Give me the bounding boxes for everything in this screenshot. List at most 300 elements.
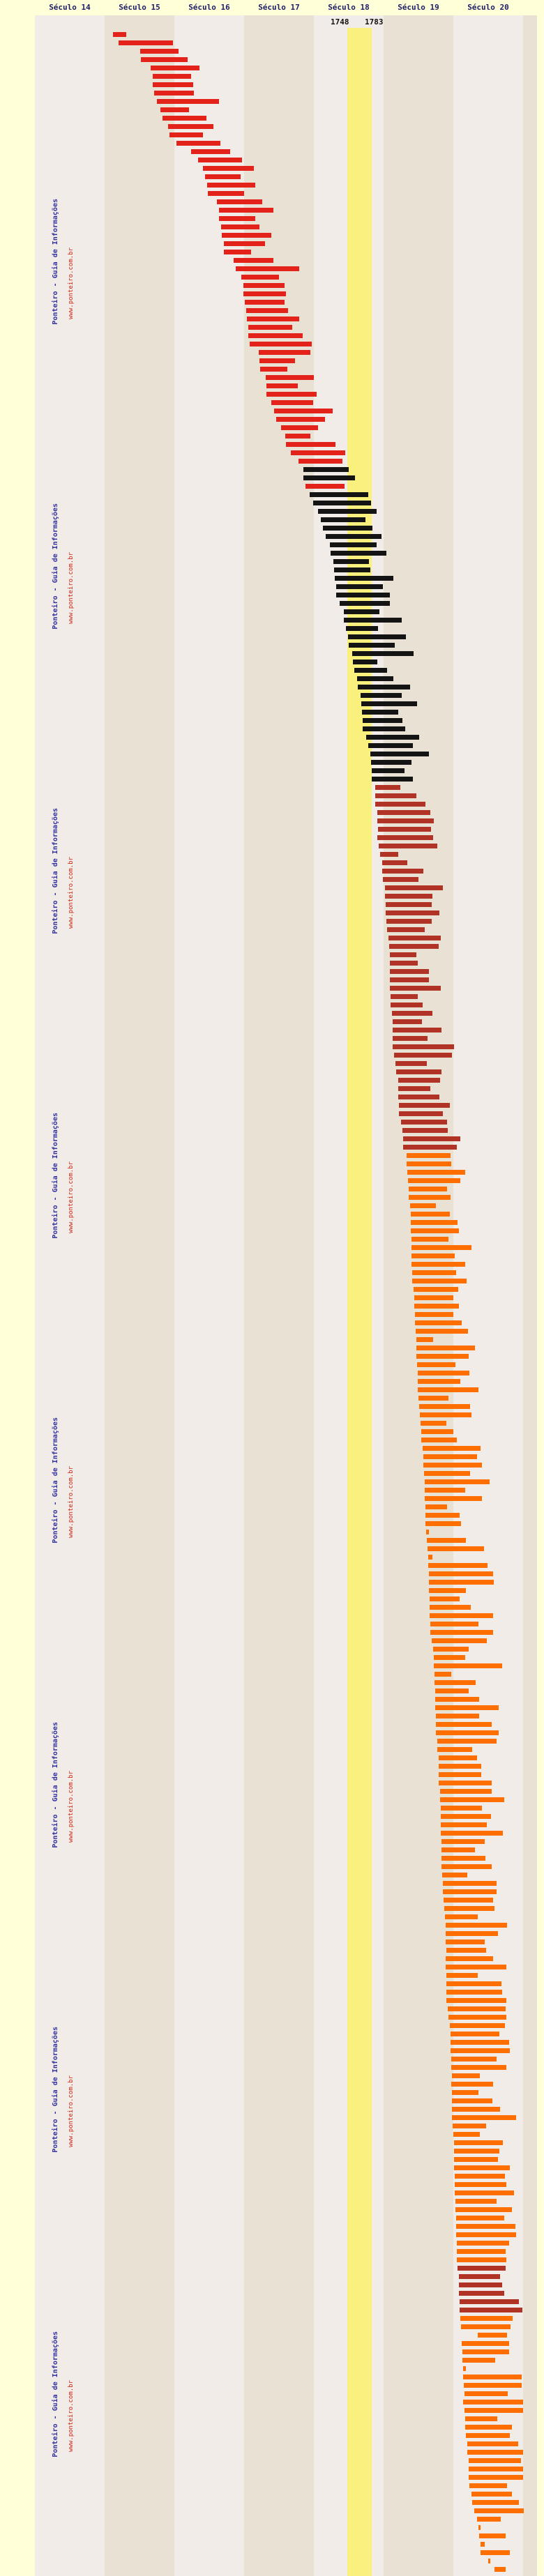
lifespan-bar: [386, 902, 432, 907]
lifespan-bar: [445, 1914, 478, 1919]
lifespan-bar: [441, 1839, 485, 1844]
sidebar-url-text: www.ponteiro.com.br: [68, 1466, 75, 1538]
sidebar-brand-text: Ponteiro - Guia de Informações: [52, 199, 59, 325]
century-label: Século 20: [467, 3, 509, 12]
lifespan-bar: [377, 818, 434, 823]
lifespan-bar: [393, 1028, 441, 1032]
lifespan-bar: [434, 1663, 502, 1668]
sidebar-url-text: www.ponteiro.com.br: [68, 1161, 75, 1233]
lifespan-bar: [410, 1203, 436, 1208]
century-column: [174, 15, 244, 2576]
lifespan-bar: [259, 358, 295, 363]
lifespan-bar: [418, 1379, 460, 1384]
lifespan-bar: [169, 132, 203, 137]
lifespan-bar: [458, 2266, 506, 2271]
lifespan-bar: [441, 1822, 487, 1827]
lifespan-bar: [441, 1806, 482, 1811]
lifespan-bar: [457, 2257, 506, 2262]
lifespan-bar: [305, 484, 345, 489]
lifespan-bar: [459, 2282, 502, 2287]
lifespan-bar: [454, 2165, 510, 2170]
lifespan-bar: [457, 2241, 509, 2246]
lifespan-bar: [245, 300, 285, 305]
lifespan-bar: [160, 107, 189, 112]
lifespan-bar: [453, 2132, 480, 2137]
lifespan-bar: [418, 1396, 448, 1401]
lifespan-bar: [450, 2023, 505, 2028]
century-label: Século 16: [188, 3, 230, 12]
lifespan-bar: [456, 2216, 504, 2220]
lifespan-bar: [113, 32, 126, 37]
lifespan-bar: [435, 1705, 499, 1710]
lifespan-bar: [441, 1864, 492, 1869]
lifespan-bar: [446, 1965, 506, 1969]
lifespan-bar: [437, 1747, 472, 1752]
lifespan-bar: [224, 241, 265, 246]
lifespan-bar: [205, 174, 241, 179]
lifespan-bar: [446, 1948, 486, 1953]
lifespan-bar: [441, 1814, 491, 1819]
lifespan-bar: [441, 1831, 503, 1836]
lifespan-bar: [481, 2542, 485, 2547]
lifespan-bar: [382, 860, 407, 865]
lifespan-bar: [481, 2550, 510, 2555]
lifespan-bar: [389, 944, 439, 949]
lifespan-bar: [454, 2149, 499, 2154]
lifespan-bar: [271, 400, 313, 405]
lifespan-bar: [260, 367, 287, 372]
lifespan-bar: [425, 1513, 460, 1518]
lifespan-bar: [395, 1061, 427, 1066]
lifespan-bar: [276, 417, 325, 422]
lifespan-bar: [430, 1605, 471, 1610]
lifespan-bar: [439, 1772, 481, 1777]
lifespan-bar: [469, 2467, 523, 2471]
lifespan-bar: [488, 2559, 490, 2563]
sidebar-brand-text: Ponteiro - Guia de Informações: [52, 2331, 59, 2457]
lifespan-bar: [259, 350, 310, 355]
lifespan-bar: [208, 191, 244, 196]
lifespan-bar: [416, 1337, 433, 1342]
lifespan-bar: [440, 1789, 492, 1794]
lifespan-bar: [436, 1730, 499, 1735]
lifespan-bar: [393, 1019, 422, 1024]
lifespan-bar: [419, 1404, 470, 1409]
lifespan-bar: [140, 49, 179, 54]
lifespan-bar: [299, 459, 342, 464]
lifespan-bar: [460, 2299, 519, 2304]
lifespan-bar: [266, 392, 317, 397]
lifespan-bar: [234, 258, 273, 263]
sidebar-brand-text: Ponteiro - Guia de Informações: [52, 1113, 59, 1239]
lifespan-bar: [451, 2065, 506, 2070]
lifespan-bar: [363, 718, 402, 723]
sidebar-url-text: www.ponteiro.com.br: [68, 2380, 75, 2452]
lifespan-bar: [408, 1178, 460, 1183]
lifespan-bar: [455, 2174, 505, 2179]
lifespan-bar: [243, 283, 285, 288]
lifespan-bar: [428, 1563, 488, 1568]
lifespan-bar: [335, 576, 393, 581]
lifespan-bar: [344, 618, 402, 623]
lifespan-bar: [416, 1329, 468, 1334]
lifespan-bar: [318, 509, 377, 514]
lifespan-bar: [402, 1128, 448, 1133]
lifespan-bar: [386, 910, 439, 915]
lifespan-bar: [427, 1538, 466, 1543]
lifespan-bar: [313, 501, 371, 505]
lifespan-bar: [415, 1320, 462, 1325]
lifespan-bar: [340, 601, 390, 606]
lifespan-bar: [469, 2483, 507, 2488]
lifespan-bar: [428, 1546, 484, 1551]
lifespan-bar: [465, 2425, 512, 2430]
lifespan-bar: [472, 2500, 519, 2505]
lifespan-bar: [446, 1931, 498, 1936]
lifespan-bar: [462, 2341, 509, 2346]
lifespan-bar: [415, 1312, 453, 1317]
lifespan-bar: [388, 936, 441, 940]
lifespan-bar: [382, 869, 423, 874]
lifespan-bar: [451, 2048, 510, 2053]
lifespan-bar: [207, 183, 255, 188]
lifespan-bar: [390, 961, 418, 966]
lifespan-bar: [433, 1647, 469, 1652]
lifespan-bar: [266, 383, 298, 388]
lifespan-bar: [435, 1689, 469, 1693]
lifespan-bar: [379, 844, 437, 848]
lifespan-bar: [435, 1680, 476, 1685]
lifespan-bar: [361, 693, 402, 698]
lifespan-bar: [154, 91, 194, 96]
band-end-year: 1783: [365, 17, 384, 26]
lifespan-bar: [386, 919, 432, 924]
lifespan-bar: [236, 266, 299, 271]
lifespan-bar: [439, 1764, 481, 1769]
lifespan-bar: [430, 1596, 460, 1601]
lifespan-bar: [372, 768, 405, 773]
lifespan-bar: [391, 1003, 423, 1007]
lifespan-bar: [119, 40, 173, 45]
lifespan-bar: [426, 1530, 429, 1534]
century-label: Século 17: [258, 3, 300, 12]
lifespan-bar: [414, 1287, 458, 1292]
century-column: [35, 15, 105, 2576]
lifespan-bar: [141, 57, 188, 62]
lifespan-bar: [435, 1672, 451, 1677]
lifespan-bar: [460, 2316, 513, 2321]
lifespan-bar: [403, 1136, 460, 1141]
lifespan-bar: [441, 1856, 485, 1861]
lifespan-bar: [478, 2525, 481, 2530]
lifespan-bar: [157, 99, 219, 104]
century-label: Século 15: [119, 3, 160, 12]
lifespan-bar: [363, 726, 405, 731]
lifespan-bar: [398, 1095, 439, 1099]
lifespan-bar: [456, 2224, 515, 2229]
lifespan-bar: [457, 2249, 506, 2254]
lifespan-bar: [266, 375, 314, 380]
lifespan-bar: [434, 1655, 465, 1660]
lifespan-bar: [334, 567, 370, 572]
lifespan-bar: [372, 777, 413, 782]
lifespan-bar: [425, 1479, 490, 1484]
lifespan-bar: [417, 1362, 455, 1367]
lifespan-bar: [330, 542, 377, 547]
lifespan-bar: [430, 1630, 493, 1635]
lifespan-bar: [326, 534, 381, 539]
lifespan-bar: [409, 1187, 447, 1191]
lifespan-bar: [467, 2450, 523, 2455]
century-label: Século 14: [49, 3, 91, 12]
lifespan-bar: [463, 2366, 466, 2371]
lifespan-bar: [465, 2416, 497, 2421]
lifespan-bar: [247, 317, 299, 321]
lifespan-bar: [411, 1237, 448, 1242]
sidebar-url-text: www.ponteiro.com.br: [68, 1771, 75, 1843]
lifespan-bar: [416, 1354, 469, 1359]
lifespan-bar: [459, 2274, 500, 2279]
lifespan-bar: [432, 1638, 487, 1643]
lifespan-bar: [321, 517, 365, 522]
lifespan-bar: [398, 1086, 430, 1091]
lifespan-bar: [411, 1253, 455, 1258]
lifespan-bar: [452, 2073, 480, 2078]
sidebar-url-text: www.ponteiro.com.br: [68, 552, 75, 624]
lifespan-bar: [323, 526, 372, 531]
lifespan-bar: [246, 308, 288, 313]
lifespan-bar: [398, 1078, 440, 1083]
lifespan-bar: [151, 66, 199, 70]
lifespan-bar: [354, 668, 387, 673]
lifespan-bar: [446, 1923, 507, 1928]
lifespan-bar: [346, 626, 378, 631]
lifespan-bar: [454, 2157, 498, 2162]
lifespan-bar: [452, 2090, 478, 2095]
lifespan-bar: [353, 660, 377, 664]
lifespan-bar: [444, 1906, 494, 1911]
lifespan-bar: [451, 2057, 497, 2061]
lifespan-bar: [416, 1346, 475, 1350]
lifespan-bar: [383, 877, 418, 882]
sidebar-brand-text: Ponteiro - Guia de Informações: [52, 1417, 59, 1544]
lifespan-bar: [425, 1521, 461, 1526]
lifespan-bar: [446, 1973, 478, 1978]
highlight-band: [347, 28, 372, 2576]
lifespan-bar: [222, 233, 271, 238]
lifespan-bar: [448, 2006, 506, 2011]
lifespan-bar: [459, 2291, 504, 2296]
lifespan-bar: [401, 1120, 447, 1125]
lifespan-bar: [452, 2107, 500, 2112]
lifespan-bar: [455, 2182, 506, 2187]
lifespan-bar: [392, 1011, 432, 1016]
lifespan-bar: [362, 710, 398, 715]
lifespan-bar: [494, 2567, 506, 2572]
lifespan-bar: [414, 1295, 453, 1300]
lifespan-bar: [443, 1881, 497, 1886]
lifespan-bar: [358, 685, 410, 689]
lifespan-bar: [368, 743, 413, 748]
lifespan-bar: [380, 852, 398, 857]
lifespan-bar: [437, 1739, 497, 1744]
lifespan-bar: [286, 442, 335, 447]
lifespan-bar: [387, 927, 425, 932]
century-label: Século 19: [398, 3, 439, 12]
lifespan-bar: [331, 551, 386, 556]
lifespan-bar: [409, 1195, 451, 1200]
lifespan-bar: [390, 977, 429, 982]
lifespan-bar: [333, 559, 369, 564]
lifespan-bar: [421, 1438, 457, 1442]
lifespan-bar: [462, 2349, 509, 2354]
lifespan-bar: [420, 1412, 471, 1417]
lifespan-bar: [407, 1153, 451, 1158]
lifespan-bar: [285, 434, 310, 439]
lifespan-bar: [153, 82, 193, 87]
lifespan-bar: [441, 1847, 475, 1852]
lifespan-bar: [460, 2308, 522, 2312]
lifespan-bar: [412, 1279, 467, 1283]
lifespan-bar: [378, 827, 431, 832]
lifespan-bar: [430, 1613, 493, 1618]
lifespan-bar: [455, 2190, 514, 2195]
lifespan-bar: [443, 1889, 497, 1894]
lifespan-bar: [248, 325, 292, 330]
lifespan-bar: [469, 2458, 521, 2463]
lifespan-bar: [471, 2492, 512, 2497]
lifespan-bar: [391, 994, 418, 999]
lifespan-bar: [464, 2383, 522, 2388]
lifespan-bar: [428, 1555, 432, 1560]
lifespan-bar: [414, 1304, 459, 1309]
band-start-year: 1748: [331, 17, 349, 26]
lifespan-bar: [375, 802, 425, 807]
lifespan-bar: [281, 425, 318, 430]
century-column: [105, 15, 174, 2576]
lifespan-bar: [418, 1387, 478, 1392]
lifespan-bar: [425, 1504, 447, 1509]
lifespan-bar: [455, 2199, 497, 2204]
lifespan-bar: [477, 2517, 501, 2522]
lifespan-bar: [385, 894, 432, 899]
lifespan-bar: [435, 1697, 479, 1702]
lifespan-bar: [440, 1797, 504, 1802]
lifespan-bar: [429, 1588, 466, 1593]
lifespan-bar: [451, 2082, 493, 2087]
lifespan-bar: [448, 2015, 506, 2020]
lifespan-bar: [399, 1111, 443, 1116]
lifespan-bar: [403, 1145, 457, 1150]
sidebar-brand-text: Ponteiro - Guia de Informações: [52, 2027, 59, 2153]
lifespan-bar: [423, 1463, 482, 1468]
lifespan-bar: [224, 250, 251, 254]
lifespan-bar: [217, 199, 262, 204]
lifespan-bar: [425, 1496, 482, 1501]
lifespan-bar: [466, 2433, 510, 2438]
lifespan-bar: [344, 609, 379, 614]
lifespan-bar: [163, 116, 206, 121]
lifespan-bar: [407, 1161, 451, 1166]
lifespan-bar: [371, 760, 411, 765]
lifespan-bar: [474, 2508, 524, 2513]
lifespan-bar: [452, 2115, 516, 2120]
lifespan-bar: [303, 475, 355, 480]
lifespan-bar: [348, 634, 406, 639]
lifespan-bar: [310, 492, 368, 497]
lifespan-bar: [203, 166, 254, 171]
lifespan-bar: [411, 1262, 465, 1267]
lifespan-bar: [366, 735, 419, 740]
lifespan-bar: [430, 1622, 478, 1626]
lifespan-bar: [423, 1446, 481, 1451]
lifespan-bar: [453, 2124, 486, 2128]
lifespan-bar: [418, 1371, 469, 1375]
lifespan-bar: [168, 124, 213, 129]
lifespan-bar: [241, 275, 279, 280]
lifespan-bar: [446, 1990, 502, 1995]
lifespan-bar: [250, 342, 312, 346]
lifespan-bar: [451, 2040, 509, 2045]
lifespan-bar: [425, 1488, 465, 1493]
lifespan-bar: [463, 2375, 522, 2379]
lifespan-bar: [436, 1722, 492, 1727]
lifespan-bar: [336, 584, 383, 589]
lifespan-bar: [291, 450, 345, 455]
lifespan-bar: [385, 885, 443, 890]
lifespan-bar: [393, 1044, 454, 1049]
century-label: Século 18: [328, 3, 370, 12]
lifespan-bar: [429, 1571, 493, 1576]
sidebar-brand-text: Ponteiro - Guia de Informações: [52, 1722, 59, 1848]
lifespan-bar: [467, 2441, 518, 2446]
lifespan-bar: [412, 1270, 456, 1275]
lifespan-bar: [411, 1228, 459, 1233]
lifespan-bar: [377, 835, 433, 840]
lifespan-bar: [390, 952, 416, 957]
lifespan-bar: [442, 1873, 467, 1877]
lifespan-bar: [454, 2140, 503, 2145]
lifespan-bar: [407, 1170, 465, 1175]
lifespan-bar: [478, 2333, 507, 2338]
lifespan-bar: [444, 1898, 493, 1903]
lifespan-bar: [479, 2533, 506, 2538]
lifespan-bar: [446, 1998, 506, 2003]
lifespan-bar: [462, 2358, 495, 2363]
lifespan-bar: [176, 141, 220, 146]
lifespan-bar: [423, 1454, 477, 1459]
lifespan-bar: [375, 785, 400, 790]
lifespan-bar: [446, 1956, 493, 1961]
century-column-tail: [523, 15, 537, 2576]
lifespan-bar: [411, 1220, 458, 1225]
lifespan-bar: [390, 969, 429, 974]
sidebar-url-text: www.ponteiro.com.br: [68, 2075, 75, 2147]
lifespan-bar: [361, 701, 417, 706]
lifespan-bar: [394, 1053, 452, 1058]
lifespan-bar: [452, 2098, 492, 2103]
lifespan-bar: [461, 2324, 511, 2329]
lifespan-bar: [349, 643, 395, 648]
lifespan-bar: [411, 1245, 471, 1250]
lifespan-bar: [219, 216, 255, 221]
lifespan-bar: [439, 1755, 477, 1760]
lifespan-bar: [198, 158, 242, 162]
lifespan-bar: [446, 1939, 485, 1944]
lifespan-bar: [464, 2408, 523, 2413]
lifespan-bar: [377, 810, 430, 815]
lifespan-bar: [191, 149, 230, 154]
